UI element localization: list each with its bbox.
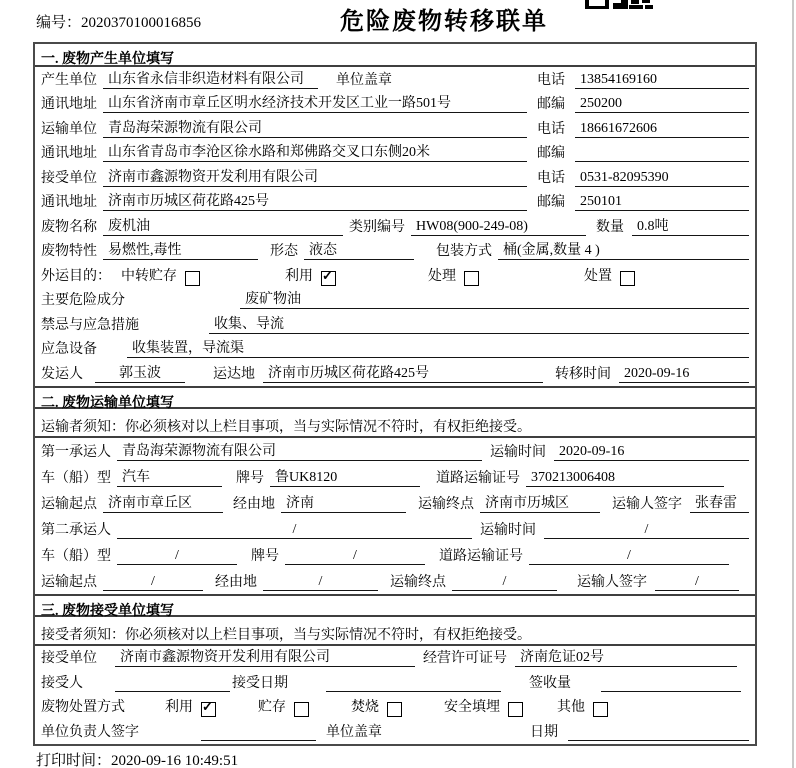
qr-module: [621, 0, 628, 9]
page-edge-line: [792, 0, 794, 768]
transporter-sign-value: 张春雷: [690, 492, 749, 513]
vehicle-type-value: 汽车: [117, 466, 222, 487]
route-end-value: /: [452, 574, 557, 591]
receive-unit-label: 接受单位: [41, 651, 97, 666]
option-text: 处置: [584, 268, 612, 284]
plate-label: 牌号: [236, 470, 264, 486]
vehicle-type-value: /: [117, 548, 237, 565]
qr-finder-fragment: [585, 0, 609, 9]
receive-postcode-value: 250101: [575, 194, 749, 211]
transport-address-value: 山东省青岛市李沧区徐水路和郑佛路交叉口东侧20米: [103, 141, 527, 162]
row-vehicle-2: [35, 542, 755, 568]
transport-phone-value: 18661672606: [575, 121, 749, 138]
produce-phone-value: 13854169160: [575, 72, 749, 89]
disposal-option-landfill: [444, 696, 523, 716]
receive-date-label: 接受日期: [232, 675, 288, 691]
plate-value: /: [285, 548, 425, 565]
receiver-label: 接受人: [41, 675, 83, 691]
checkbox-incineration: [387, 702, 402, 717]
date-value: [568, 724, 749, 741]
route-end-label: 运输终点: [390, 574, 446, 590]
row-receive-address: [35, 190, 755, 215]
route-start-value: /: [103, 574, 203, 591]
produce-postcode-group: [537, 93, 749, 113]
row-waste-name: [35, 214, 755, 239]
responsible-sign-label: 单位负责人签字: [41, 724, 139, 740]
page-title: 危险废物转移联单: [340, 9, 548, 35]
route-via-label: 经由地: [233, 496, 275, 512]
packaging-label: 包装方式: [436, 244, 492, 259]
waste-name-value: 废机油: [103, 215, 343, 236]
section1-header: 一. 废物产生单位填写: [35, 44, 755, 67]
checkbox-use: [201, 702, 216, 717]
transporter-sign-value: /: [655, 574, 739, 591]
row-responsible-signature: [35, 719, 755, 744]
produce-unit-value: 山东省永信非织造材料有限公司: [103, 68, 318, 89]
option-text: 焚烧: [351, 700, 379, 715]
qr-code-fragment: [585, 0, 655, 10]
unit-seal-label: 单位盖章: [336, 72, 392, 88]
option-text: 利用: [165, 700, 193, 715]
produce-address-label: 通讯地址: [41, 97, 97, 112]
checkbox-use: [321, 271, 336, 286]
row-route-2: [35, 568, 755, 594]
checkbox-transfer-storage: [185, 271, 200, 286]
license-value: 济南危证02号: [515, 646, 737, 667]
option-text: 其他: [557, 700, 585, 715]
route-start-label: 运输起点: [41, 574, 97, 590]
disposal-option-storage: [258, 696, 309, 716]
produce-unit-label: 产生单位: [41, 72, 97, 88]
row-second-carrier: [35, 516, 755, 542]
transfer-time-value: 2020-09-16: [619, 366, 749, 383]
receiver-value: [115, 675, 230, 692]
qr-module: [645, 5, 653, 9]
road-cert-value: 370213006408: [526, 470, 724, 487]
traits-value: 易燃性,毒性: [103, 239, 258, 260]
produce-postcode-value: 250200: [575, 96, 749, 113]
postcode-label: 邮编: [537, 97, 565, 112]
signed-quantity-label: 签收量: [529, 675, 571, 691]
route-via-value: /: [263, 574, 378, 591]
destination-label: 运达地: [213, 366, 255, 382]
plate-value: 鲁UK8120: [270, 466, 420, 487]
receive-phone-group: [537, 167, 749, 187]
traits-label: 废物特性: [41, 244, 97, 259]
checkbox-disposal: [620, 271, 635, 286]
vehicle-type-label: 车（船）型: [41, 548, 111, 564]
road-cert-value: /: [529, 548, 729, 565]
purpose-option-transfer-storage: [121, 265, 200, 285]
row-transport-unit: [35, 116, 755, 141]
transport-address-label: 通讯地址: [41, 146, 97, 161]
hazard-value: 废矿物油: [240, 288, 749, 309]
date-label: 日期: [530, 724, 558, 740]
serial-line: [36, 11, 201, 32]
purpose-option-treatment: [428, 265, 479, 285]
purpose-option-disposal: [584, 265, 635, 285]
transporter-sign-label: 运输人签字: [612, 496, 682, 512]
receiver-notice: 接受者须知：你必须核对以上栏目事项，当与实际情况不符时，有权拒绝接受。: [35, 617, 755, 646]
checkbox-other: [593, 702, 608, 717]
route-start-label: 运输起点: [41, 496, 97, 512]
purpose-label: 外运目的：: [41, 268, 111, 284]
hazard-label: 主要危险成分: [41, 293, 125, 308]
receive-date-value: [326, 675, 501, 692]
packaging-value: 桶(金属,数量 4 ): [498, 239, 749, 260]
disposal-option-incineration: [351, 696, 402, 716]
receive-phone-value: 0531-82095390: [575, 170, 749, 187]
receive-unit-value: 济南市鑫源物资开发利用有限公司: [115, 646, 415, 667]
route-end-value: 济南市历城区: [480, 492, 600, 513]
section2-header: 二. 废物运输单位填写: [35, 386, 755, 409]
row-waste-traits: [35, 239, 755, 264]
second-carrier-value: /: [117, 522, 472, 539]
category-label: 类别编号: [349, 219, 405, 235]
transport-unit-label: 运输单位: [41, 121, 97, 137]
row-receive-unit-s3: [35, 646, 755, 671]
produce-address-value: 山东省济南市章丘区明水经济技术开发区工业一路501号: [103, 92, 527, 113]
first-carrier-value: 青岛海荣源物流有限公司: [117, 440, 482, 461]
row-vehicle-1: [35, 464, 755, 490]
license-label: 经营许可证号: [423, 651, 507, 666]
print-time-label: 打印时间：: [36, 753, 112, 768]
waste-name-label: 废物名称: [41, 219, 97, 235]
print-time-value: 2020-09-16 10:49:51: [111, 753, 239, 768]
receive-unit-value: 济南市鑫源物资开发利用有限公司: [103, 166, 527, 187]
plate-label: 牌号: [251, 548, 279, 564]
row-receiver-person: [35, 670, 755, 695]
row-disposal-method: [35, 695, 755, 720]
road-cert-label: 道路运输证号: [436, 470, 520, 486]
quantity-value: 0.8吨: [632, 215, 749, 236]
qr-module: [631, 0, 639, 4]
row-hazard-component: [35, 288, 755, 313]
serial-number: 2020370100016856: [81, 15, 202, 31]
transport-phone-group: [537, 118, 749, 138]
postcode-label: 邮编: [537, 195, 565, 210]
section3-header: 三. 废物接受单位填写: [35, 594, 755, 617]
quantity-label: 数量: [596, 219, 624, 235]
transport-time-value: /: [544, 522, 749, 539]
transport-time-label: 运输时间: [490, 444, 546, 460]
option-text: 贮存: [258, 700, 286, 715]
disposal-option-use: [165, 696, 216, 716]
row-produce-address: [35, 92, 755, 117]
row-produce-unit: [35, 67, 755, 92]
option-text: 利用: [285, 268, 313, 284]
checkbox-treatment: [464, 271, 479, 286]
qr-module: [629, 5, 643, 9]
route-via-value: 济南: [281, 492, 406, 513]
checkbox-landfill: [508, 702, 523, 717]
receive-address-value: 济南市历城区荷花路425号: [103, 190, 527, 211]
shipper-value: 郭玉波: [95, 362, 185, 383]
option-text: 处理: [428, 268, 456, 284]
purpose-option-use: [285, 265, 336, 285]
row-emergency-equipment: [35, 337, 755, 362]
equipment-value: 收集装置，导流渠: [127, 337, 749, 358]
form-value: 液态: [304, 239, 414, 260]
route-via-label: 经由地: [215, 574, 257, 590]
manifest-form-table: [33, 42, 757, 746]
taboo-value: 收集、导流: [209, 313, 749, 334]
transport-time-label: 运输时间: [480, 522, 536, 538]
row-shipper: [35, 361, 755, 386]
row-transport-address: [35, 141, 755, 166]
transporter-sign-label: 运输人签字: [577, 574, 647, 590]
phone-label: 电话: [537, 72, 565, 88]
vehicle-type-label: 车（船）型: [41, 470, 111, 486]
row-first-carrier: [35, 438, 755, 464]
receive-unit-label: 接受单位: [41, 170, 97, 186]
serial-label: 编号：: [36, 15, 82, 31]
phone-label: 电话: [537, 170, 565, 186]
checkbox-storage: [294, 702, 309, 717]
transfer-time-label: 转移时间: [555, 366, 611, 382]
produce-phone-group: [537, 69, 749, 89]
equipment-label: 应急设备: [41, 342, 97, 357]
print-time-line: [36, 749, 238, 768]
disposal-option-other: [557, 696, 608, 716]
row-purpose: [35, 263, 755, 288]
transport-postcode-group: [537, 142, 749, 162]
road-cert-label: 道路运输证号: [439, 548, 523, 564]
row-receive-unit: [35, 165, 755, 190]
option-text: 安全填埋: [444, 700, 500, 715]
receive-address-label: 通讯地址: [41, 195, 97, 210]
transport-postcode-value: [575, 145, 749, 162]
transport-time-value: 2020-09-16: [554, 444, 749, 461]
taboo-label: 禁忌与应急措施: [41, 317, 139, 333]
unit-seal-label: 单位盖章: [326, 724, 382, 740]
second-carrier-label: 第二承运人: [41, 522, 111, 538]
disposal-method-label: 废物处置方式: [41, 700, 125, 715]
signed-quantity-value: [601, 675, 741, 692]
postcode-label: 邮编: [537, 146, 565, 161]
responsible-sign-value: [201, 724, 316, 741]
receive-postcode-group: [537, 191, 749, 211]
route-start-value: 济南市章丘区: [103, 492, 223, 513]
category-value: HW08(900-249-08): [411, 219, 586, 236]
first-carrier-label: 第一承运人: [41, 444, 111, 460]
row-taboo-measures: [35, 312, 755, 337]
row-route-1: [35, 490, 755, 516]
phone-label: 电话: [537, 121, 565, 137]
shipper-label: 发运人: [41, 366, 83, 382]
transport-unit-value: 青岛海荣源物流有限公司: [103, 117, 527, 138]
route-end-label: 运输终点: [418, 496, 474, 512]
option-text: 中转贮存: [121, 268, 177, 284]
destination-value: 济南市历城区荷花路425号: [263, 362, 543, 383]
qr-module: [642, 0, 650, 3]
transporter-notice: 运输者须知：你必须核对以上栏目事项，当与实际情况不符时，有权拒绝接受。: [35, 409, 755, 438]
form-label: 形态: [270, 244, 298, 259]
